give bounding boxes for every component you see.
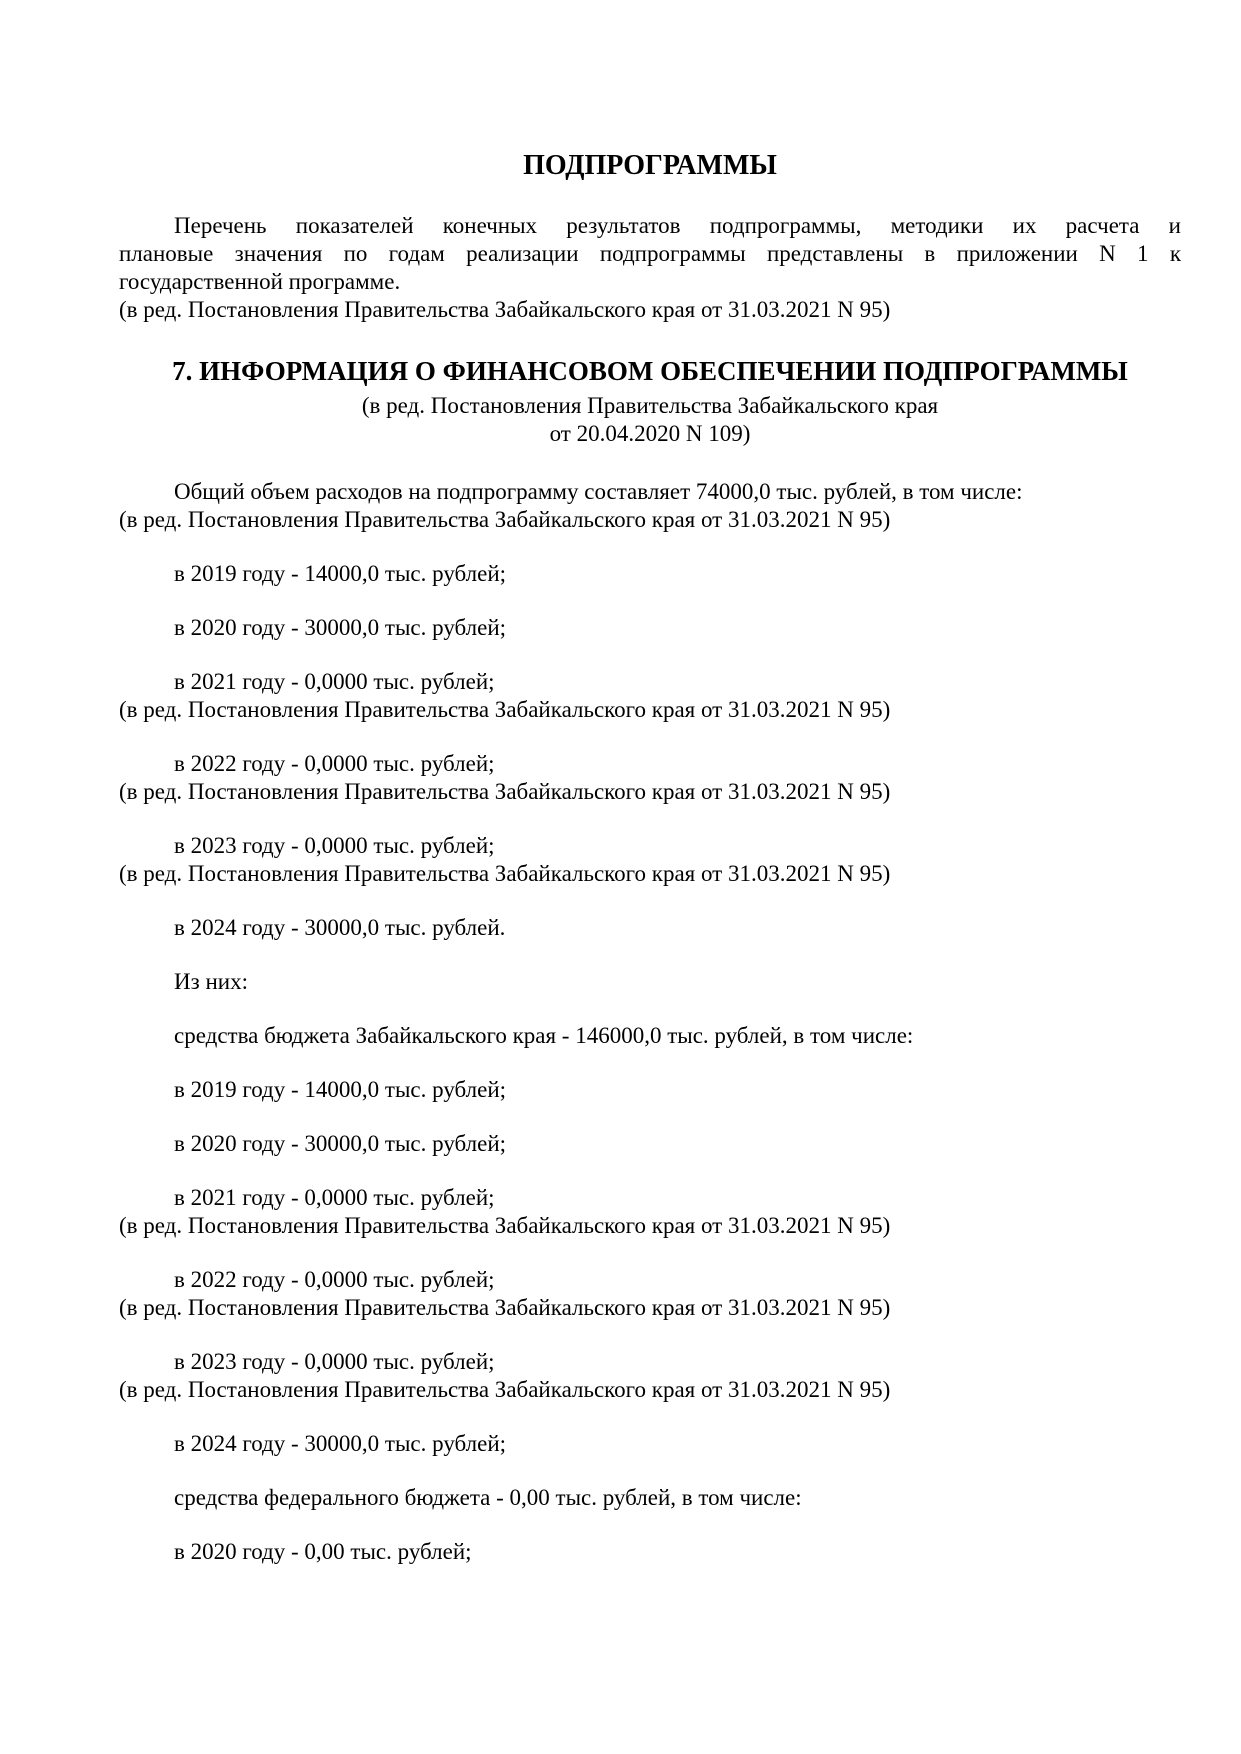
total-year-2022: в 2022 году - 0,0000 тыс. рублей; bbox=[174, 751, 495, 776]
of-them-label: Из них: bbox=[174, 969, 248, 994]
total-expenses-text: Общий объем расходов на подпрограмму составляет 74000,0 тыс. рублей, в том числе: bbox=[174, 479, 1023, 504]
amendment-note: (в ред. Постановления Правительства Забайкальского края от 31.03.2021 N 95) bbox=[119, 861, 891, 886]
section-7-amendment-line-2: от 20.04.2020 N 109) bbox=[549, 421, 751, 446]
total-year-2021: в 2021 году - 0,0000 тыс. рублей; bbox=[174, 669, 495, 694]
section-7-title: 7. ИНФОРМАЦИЯ О ФИНАНСОВОМ ОБЕСПЕЧЕНИИ ПОДПРОГРАММЫ bbox=[172, 356, 1128, 386]
regional-year-2022: в 2022 году - 0,0000 тыс. рублей; bbox=[174, 1267, 495, 1292]
regional-year-2021: в 2021 году - 0,0000 тыс. рублей; bbox=[174, 1185, 495, 1210]
regional-budget-text: средства бюджета Забайкальского края - 146000,0 тыс. рублей, в том числе: bbox=[174, 1023, 914, 1048]
intro-line-3: государственной программе. bbox=[119, 269, 401, 294]
federal-year-2020: в 2020 году - 0,00 тыс. рублей; bbox=[174, 1539, 472, 1564]
federal-budget-text: средства федерального бюджета - 0,00 тыс. рублей, в том числе: bbox=[174, 1485, 802, 1510]
total-year-2019: в 2019 году - 14000,0 тыс. рублей; bbox=[174, 561, 507, 586]
regional-year-2020: в 2020 году - 30000,0 тыс. рублей; bbox=[174, 1131, 507, 1156]
total-year-2023: в 2023 году - 0,0000 тыс. рублей; bbox=[174, 833, 495, 858]
subprogram-heading: ПОДПРОГРАММЫ bbox=[523, 150, 777, 181]
amendment-note: (в ред. Постановления Правительства Забайкальского края от 31.03.2021 N 95) bbox=[119, 1295, 891, 1320]
total-year-2024: в 2024 году - 30000,0 тыс. рублей. bbox=[174, 915, 506, 940]
amendment-note: (в ред. Постановления Правительства Забайкальского края от 31.03.2021 N 95) bbox=[119, 1213, 891, 1238]
intro-amendment: (в ред. Постановления Правительства Забайкальского края от 31.03.2021 N 95) bbox=[119, 297, 891, 322]
regional-year-2023: в 2023 году - 0,0000 тыс. рублей; bbox=[174, 1349, 495, 1374]
intro-line-2: плановые значения по годам реализации подпрограммы представлены в приложении N 1 к bbox=[119, 241, 1181, 266]
section-7-amendment-line-1: (в ред. Постановления Правительства Забайкальского края bbox=[361, 393, 939, 418]
intro-line-1: Перечень показателей конечных результатов подпрограммы, методики их расчета и bbox=[174, 213, 1181, 238]
total-year-2020: в 2020 году - 30000,0 тыс. рублей; bbox=[174, 615, 507, 640]
amendment-note: (в ред. Постановления Правительства Забайкальского края от 31.03.2021 N 95) bbox=[119, 697, 891, 722]
regional-year-2024: в 2024 году - 30000,0 тыс. рублей; bbox=[174, 1431, 507, 1456]
total-amendment: (в ред. Постановления Правительства Забайкальского края от 31.03.2021 N 95) bbox=[119, 507, 891, 532]
amendment-note: (в ред. Постановления Правительства Забайкальского края от 31.03.2021 N 95) bbox=[119, 779, 891, 804]
regional-year-2019: в 2019 году - 14000,0 тыс. рублей; bbox=[174, 1077, 507, 1102]
amendment-note: (в ред. Постановления Правительства Забайкальского края от 31.03.2021 N 95) bbox=[119, 1377, 891, 1402]
